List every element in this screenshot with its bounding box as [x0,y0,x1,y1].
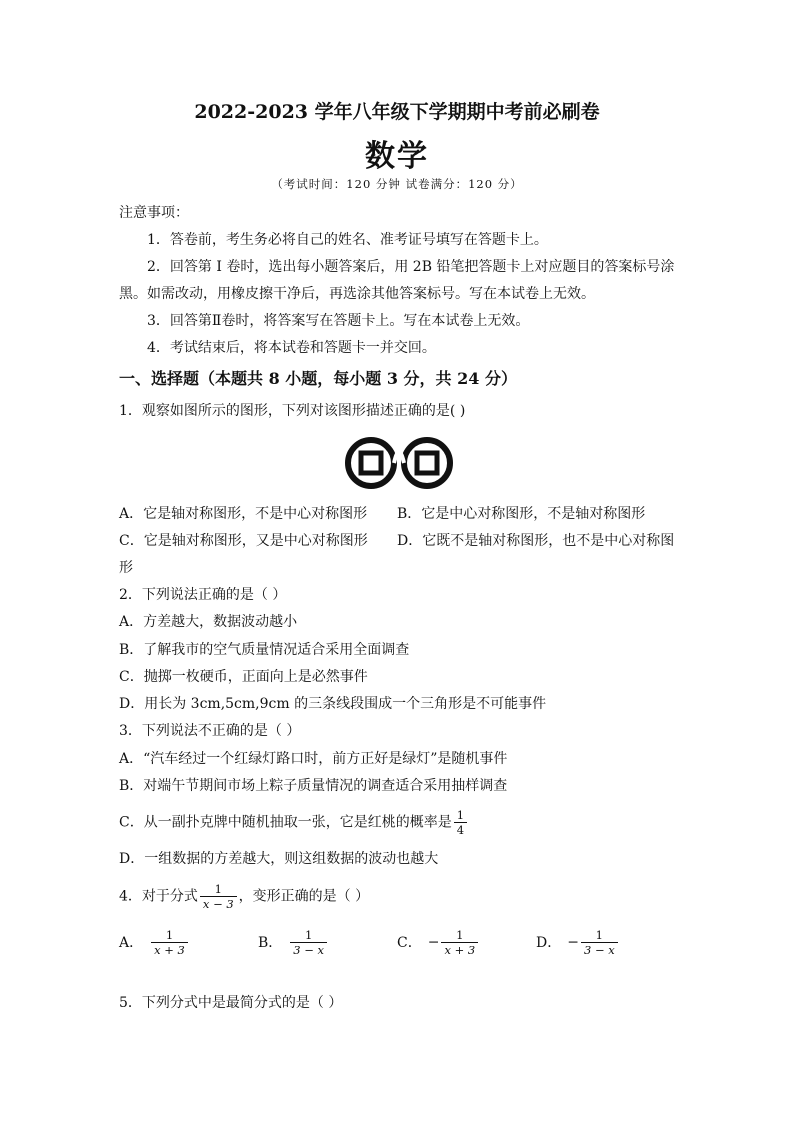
q3-option-c-text: C．从一副扑克牌中随机抽取一张，它是红桃的概率是 [119,814,452,831]
q3-option-d: D．一组数据的方差越大，则这组数据的波动也越大 [119,851,439,867]
q4-option-b: B． $\frac{1}{3 - x}$ [258,928,329,957]
q1-stem: 1．观察如图所示的图形，下列对该图形描述正确的是( ) [119,403,466,419]
note-4: 4．考试结束后，将本试卷和答题卡一并交回。 [147,340,436,356]
q1-option-c: C．它是轴对称图形，又是中心对称图形 [119,533,368,549]
q2-option-d: D．用长为 3cm,5cm,9cm 的三条线段围成一个三角形是不可能事件 [119,696,547,712]
q4-option-d: D． − $\frac{1}{3 - x}$ [536,928,620,957]
q5-stem: 5．下列分式中是最简分式的是（ ） [119,995,343,1011]
note-1: 1．答卷前，考生务必将自己的姓名、准考证号填写在答题卡上。 [147,232,548,248]
q2-option-b: B．了解我市的空气质量情况适合采用全面调查 [119,642,410,658]
q2-stem: 2．下列说法正确的是（ ） [119,587,287,603]
subject-title: 数学 [365,139,429,174]
notes-heading: 注意事项： [119,205,189,221]
q1-option-d-wrap: 形 [119,560,133,576]
section-heading: 一、选择题（本题共 8 小题，每小题 3 分，共 24 分） [119,369,517,388]
double-ring-figure [343,433,455,493]
q3-option-c [119,808,469,837]
q4-stem: 4．对于分式 $\frac{1}{x - 3}$ ，变形正确的是（ ） [119,882,370,911]
q3-fraction: $\frac{1}{4}$ [454,808,467,837]
note-2b: 黑。如需改动，用橡皮擦干净后，再选涂其他答案标号。写在本试卷上无效。 [119,286,595,302]
q1-option-b: B．它是中心对称图形，不是轴对称图形 [397,506,646,522]
q2-option-a: A．方差越大，数据波动越小 [119,614,298,630]
q4-option-a: A． $\frac{1}{x + 3}$ [119,928,190,957]
note-3: 3．回答第Ⅱ卷时，将答案写在答题卡上。写在本试卷上无效。 [147,313,530,329]
exam-info: （考试时间：120 分钟 试卷满分：120 分） [271,177,523,191]
q4-stem-fraction: $\frac{1}{x - 3}$ [200,882,237,911]
note-2a: 2．回答第 I 卷时，选出每小题答案后，用 2B 铅笔把答题卡上对应题目的答案标号涂 [147,259,675,275]
q3-option-b: B．对端午节期间市场上粽子质量情况的调查适合采用抽样调查 [119,778,508,794]
q3-option-a: A．“汽车经过一个红绿灯路口时，前方正好是绿灯”是随机事件 [119,751,508,767]
q3-stem: 3．下列说法不正确的是（ ） [119,723,301,739]
paper-title: 2022-2023 学年八年级下学期期中考前必刷卷 [194,101,600,123]
q1-option-a: A．它是轴对称图形，不是中心对称图形 [119,506,368,522]
q4-option-c: C． − $\frac{1}{x + 3}$ [397,928,480,957]
q2-option-c: C．抛掷一枚硬币，正面向上是必然事件 [119,669,368,685]
q1-option-d: D．它既不是轴对称图形，也不是中心对称图 [397,533,675,549]
